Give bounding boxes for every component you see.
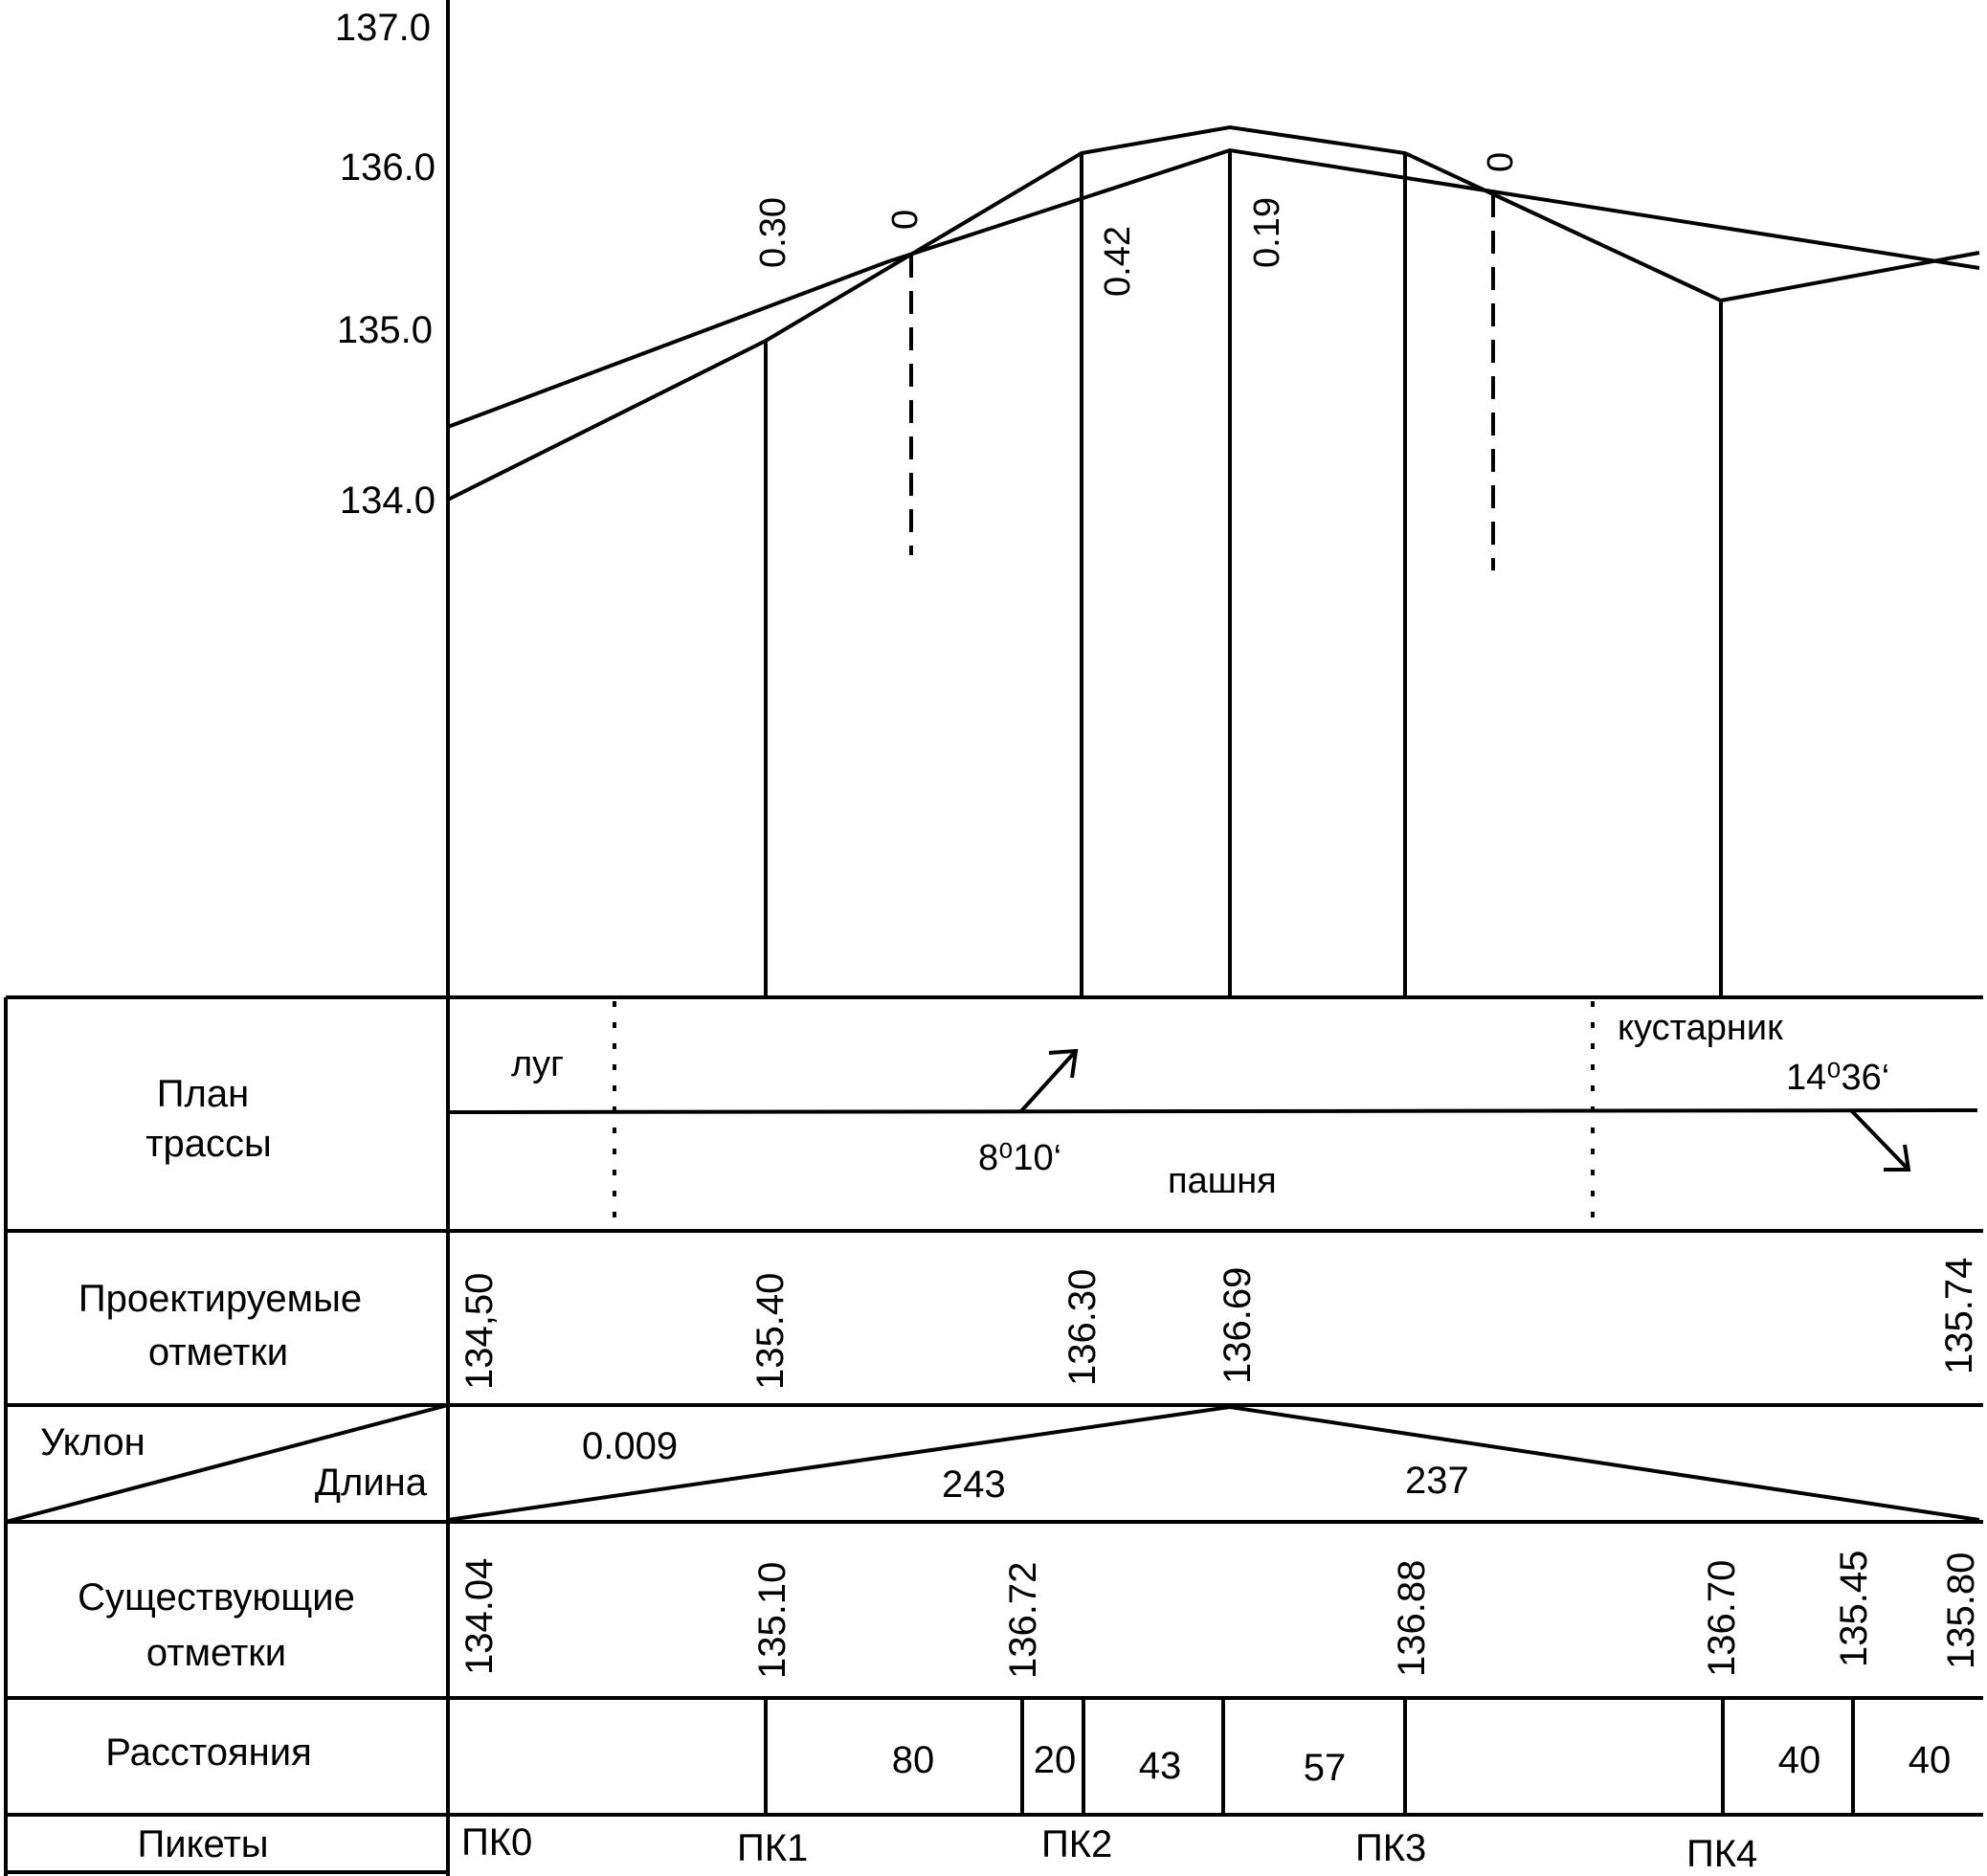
picket-label: ПК4 [1686,1833,1758,1875]
difference-label: 0 [1481,151,1521,172]
design-elevation: 135.74 [1938,1257,1980,1374]
shrubs-label: кустарник [1618,1008,1783,1048]
distance-value: 43 [1138,1745,1182,1787]
existing-elevation: 135.10 [751,1561,793,1679]
plan-title: трассы [145,1123,272,1165]
segment-length: 243 [942,1463,1006,1506]
meadow-label: луг [511,1044,565,1084]
distance-value: 40 [1777,1739,1821,1781]
turn-left-arrow-icon [1020,1051,1076,1112]
axis-label: 137.0 [334,7,431,49]
turn-angle-2: 14⁰36‘ [1786,1058,1890,1098]
plan-row [511,1008,1889,1201]
axis-label: 135.0 [336,309,433,351]
design-title: Проектируемые [78,1278,363,1320]
difference-label: 0.42 [1098,226,1138,297]
turn-angle-1: 8⁰10‘ [978,1138,1062,1178]
distance-value: 20 [1033,1739,1077,1781]
design-elevation: 136.69 [1217,1266,1259,1384]
slope-title: Уклон [40,1421,145,1463]
picket-label: ПК2 [1041,1823,1113,1865]
distances-row [892,1739,1952,1789]
picket-label: ПК0 [461,1821,533,1864]
existing-elevation: 135.45 [1833,1550,1875,1667]
picket-label: ПК1 [737,1827,809,1869]
picket-label: ПК3 [1355,1827,1427,1869]
distance-value: 57 [1303,1747,1347,1789]
existing-elevation: 135.80 [1940,1552,1982,1669]
existing-title: Существующие [78,1576,355,1619]
slope-value: 0.009 [582,1425,679,1467]
existing-elevation: 136.88 [1391,1559,1433,1677]
distance-value: 80 [891,1739,935,1781]
profile-area [448,0,1979,1876]
plan-title: План [156,1073,250,1115]
distances-title: Расстояния [105,1731,312,1774]
row-headers [40,1073,428,1865]
axis-label: 136.0 [339,146,435,189]
arable-label: пашня [1168,1161,1277,1201]
route-axis-line [448,1110,1977,1112]
design-title: отметки [147,1331,289,1374]
pickets-title: Пикеты [137,1823,269,1865]
design-elevation: 136.30 [1061,1268,1104,1386]
existing-elevations [458,1551,1982,1679]
design-elevation: 135.40 [749,1272,792,1390]
length-title: Длина [314,1462,427,1504]
elevation-scale [335,7,435,522]
design-elevations [458,1258,1980,1390]
existing-elevation: 136.70 [1701,1559,1743,1677]
segment-length: 237 [1405,1460,1469,1502]
axis-label: 134.0 [339,480,435,522]
existing-elevation: 136.72 [1002,1561,1044,1679]
pickets-row [461,1821,1757,1875]
difference-label: 0 [885,209,926,230]
existing-title: отметки [145,1632,287,1674]
difference-label: 0.30 [753,197,793,268]
ground-line [448,127,1979,500]
difference-label: 0.19 [1247,197,1287,268]
turn-right-arrow-icon [1851,1110,1909,1170]
design-elevation: 134,50 [458,1272,501,1390]
existing-elevation: 134.04 [458,1557,501,1675]
distance-value: 40 [1908,1739,1952,1781]
